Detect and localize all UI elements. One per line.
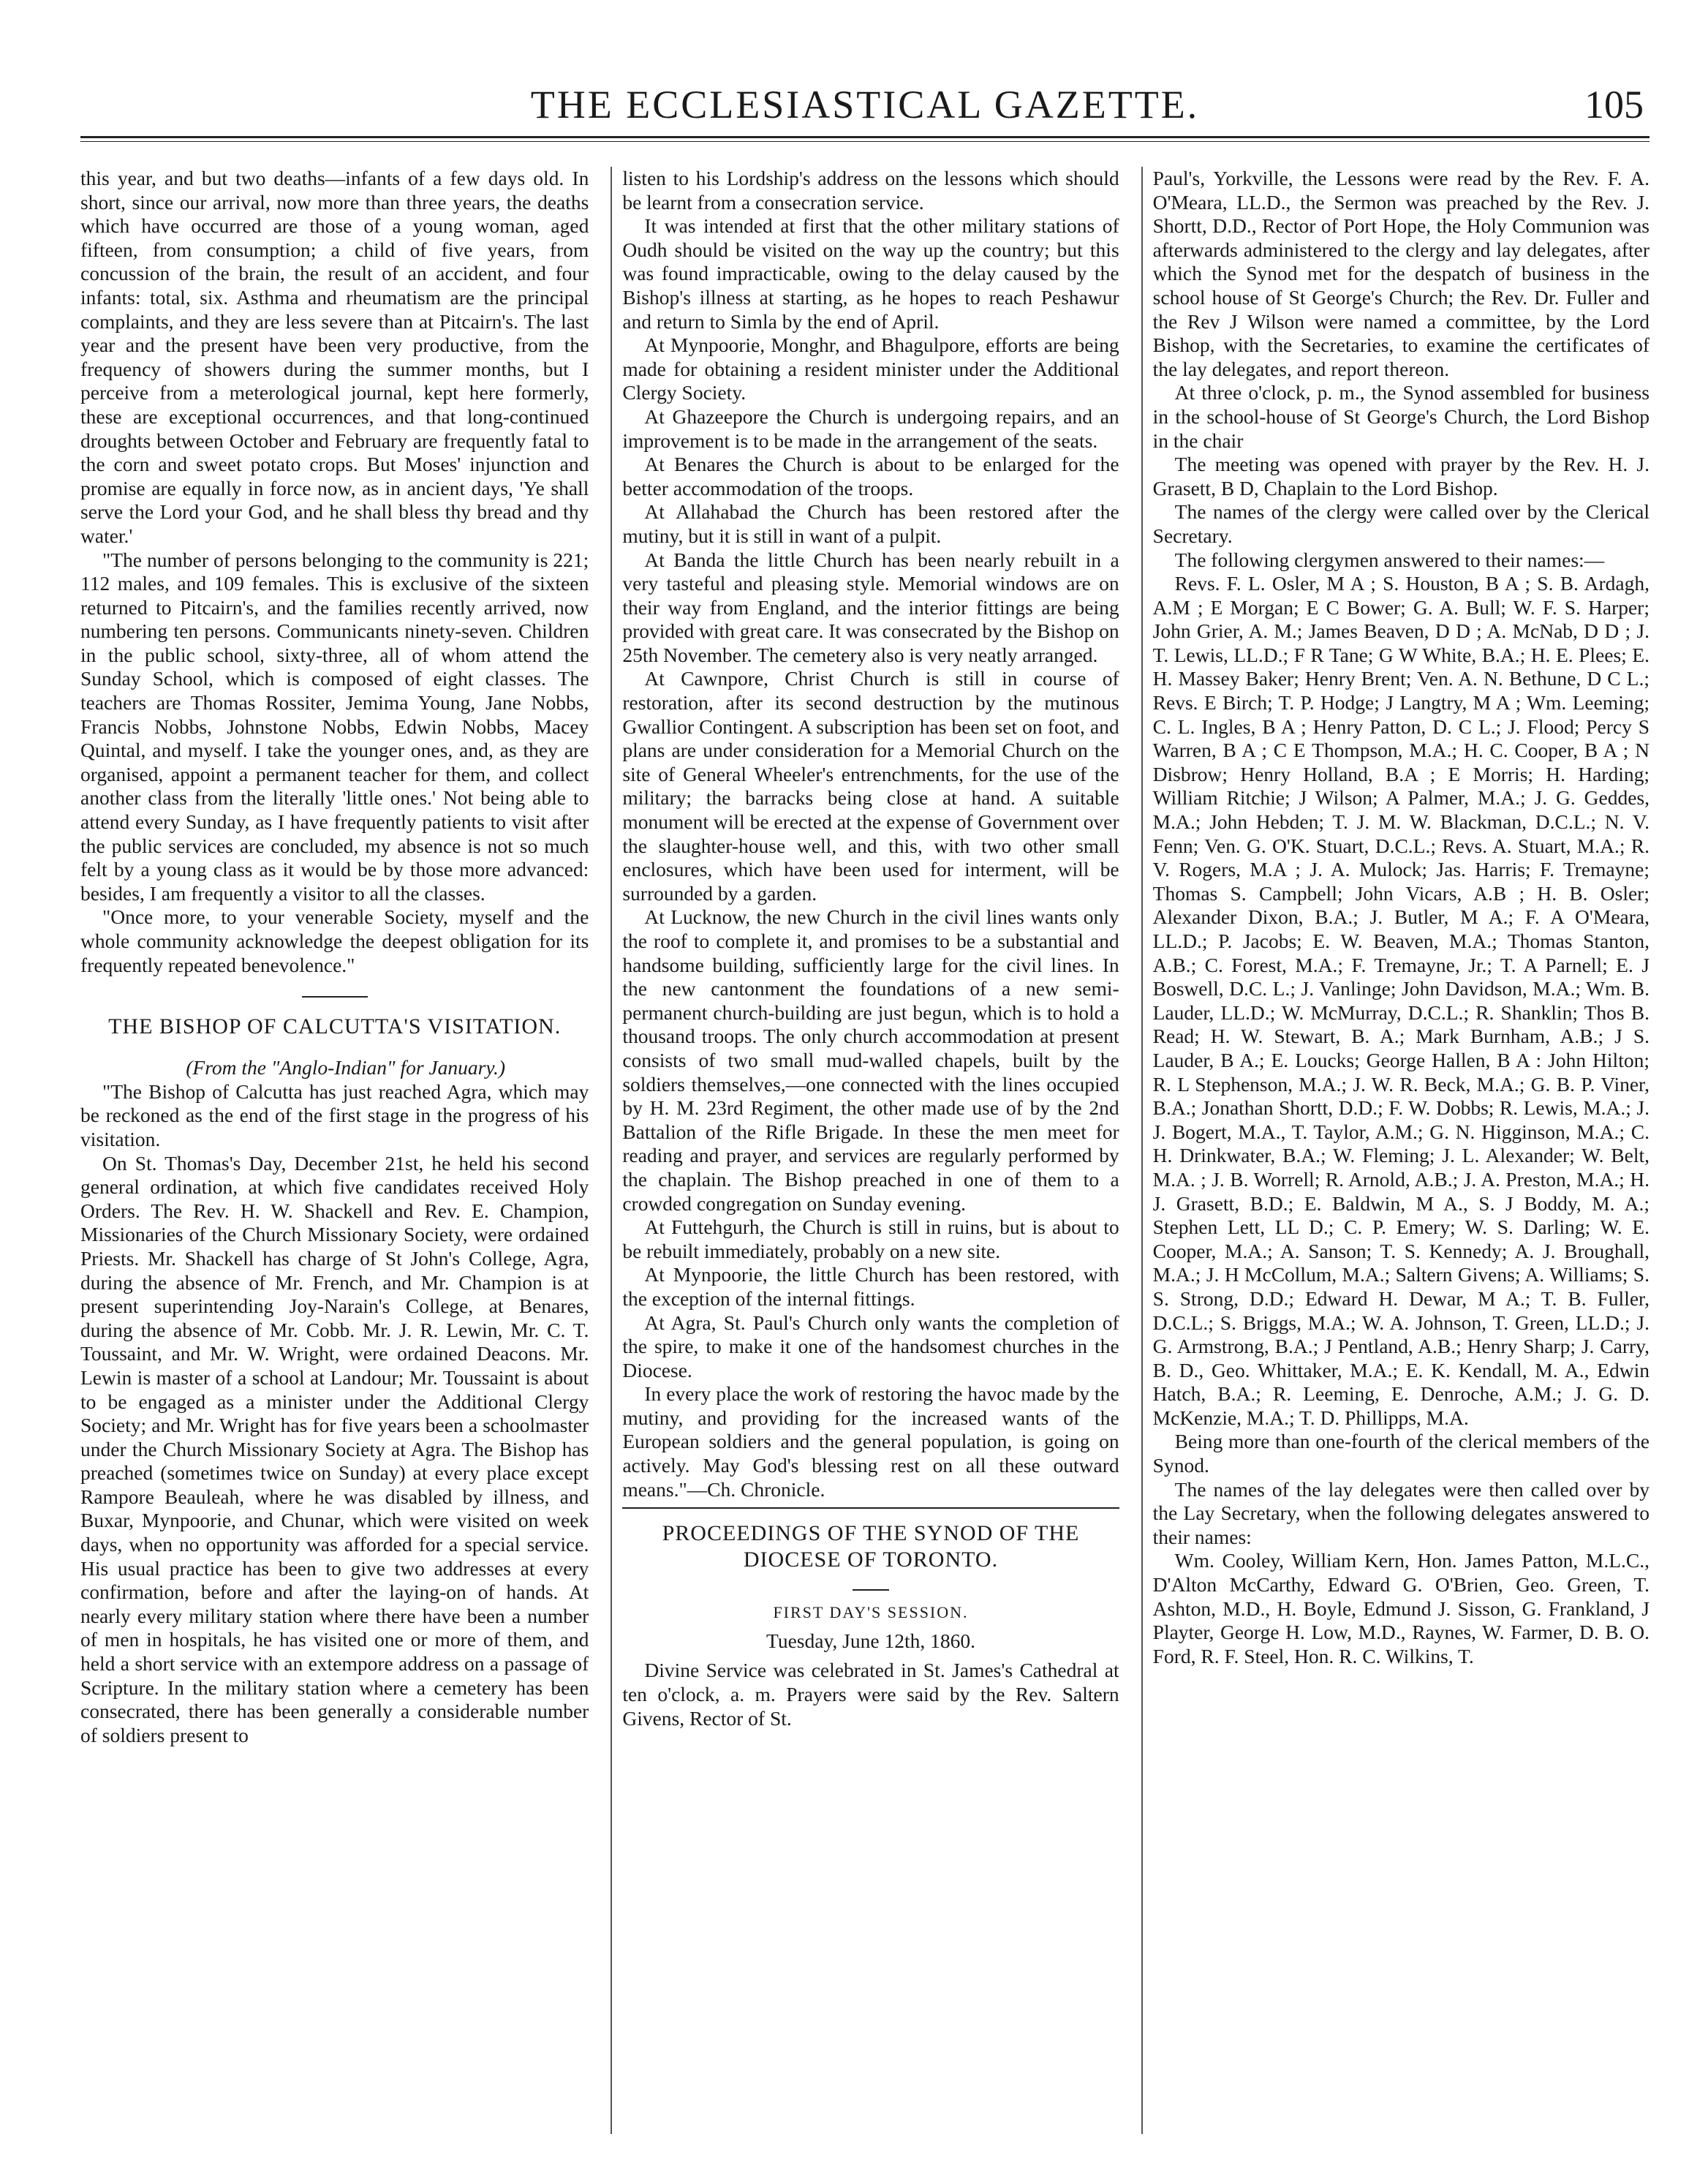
clergy-list: Revs. F. L. Osler, M A ; S. Houston, B A ; S. B. Ardagh, A.M ; E Morgan; E C Bower; G. A. Bull; W. F. S. Harper; John Grier, A. M.; James Beaven, D D ; A. McNab, D D ; J. T. Lewis, LL.D.; F R Tane; G W White, B.A.; H. E. Plees; E. H. Massey Baker; Henry Brent; Ven. A. N. Bethune, D C L.; Revs. E Birch; T. P. Hodge; J Langtry, M A ; Wm. Leeming; C. L. Ingles, B A ; Henry Patton, D. C L.; J. Flood; Percy S Warren, B A ; C E Thompson, M.A.; H. C. Cooper, B A ; N Disbrow; Henry Holland, B.A ; E Morris; H. Harding; William Ritchie; J Wilson; A Palmer, M.A.; J. G. Geddes, M.A.; John Hebden; T. J. M. W. Blackman, D.C.L.; N. V. Fenn; Ven. G. O'K. Stuart, D.C.L.; Revs. A. Stuart, M.A.; R. V. Rogers, M.A ; J. A. Mulock; Jas. Harris; F. Tremayne; Thomas S. Campbell; John Vicars, A.B ; H. B. Osler; Alexander Dixon, B.A.; J. Butler, M A.; F. A O'Meara, LL.D.; P. Jacobs; E. W. Beaven, M.A.; Thomas Stanton, A.B.; C. Forest, M.A.; F. Tremayne, Jr.; T. A Parnell; E. J Boswell, D.C. L.; J. Vanlinge; John Davidson, M.A.; Wm. B. Lauder, LL.D.; W. McMurray, D.C.L.; R. Shanklin; Thos B. Read; H. W. Stewart, B. A.; Mark Burnham, A.B.; J S. Lauder, B A.; E. Loucks; George Hallen, B A : John Hilton; R. L Stephenson, M.A.; J. W. R. Beck, M.A.; G. B. P. Viner, B.A.; Jonathan Shortt, D.D.; F. W. Dobbs; R. Lewis, M.A.; J. J. Bogert, M.A., T. Taylor, A.M.; G. N. Higginson, M.A.; C. H. Drinkwater, B.A.; W. Fleming; J. L. Alexander; W. Belt, M.A. ; J. B. Worrell; R. Arnold, A.B.; J. A. Preston, M.A.; H. J. Grasett, B.D.; E. Baldwin, M A., S. J Boddy, M. A.; Stephen Lett, LL D.; C. P. Emery; W. S. Darling; W. E. Cooper, M.A.; A. Sanson; T. S. Kennedy; A. J. Broughall, M.A.; J. H McCollum, M.A.; Saltern Givens; A. Williams; S. S. Strong, D.D.; Edward H. Dewar, M A.; T. B. Fuller, D.C.L.; S. Briggs, M.A.; W. A. Johnson, T. Green, LL.D.; J. G. Armstrong, B.A.; J Pentland, A.B.; Henry Sharp; J. Carry, B. D., Geo. Whittaker, M.A.; E. K. Kendall, M. A., Edwin Hatch, B.A.; R. Leeming, E. Denroche, A.M.; J. G. D. McKenzie, M.A.; T. D. Phillipps, M.A. — [1152, 572, 1650, 1429]
paragraph: Paul's, Yorkville, the Lessons were read by the Rev. F. A. O'Meara, LL.D., the Sermon was preached by the Rev. J. Shortt, D.D., Rector of Port Hope, the Holy Communion was afterwards administered to the clergy and lay delegates, after which the Synod met for the despatch of business in the school house of St George's Church; the Rev. Dr. Fuller and the Rev J Wilson were named a committee, by the Lord Bishop, with the Secretaries, to examine the certificates of the lay delegates, and report thereon. — [1152, 167, 1650, 380]
paragraph: On St. Thomas's Day, December 21st, he held his second general ordination, at which five candidates received Holy Orders. The Rev. H. W. Shackell and Rev. E. Champion, Missionaries of the Church Missionary Society, were ordained Priests. Mr. Shackell has charge of St John's College, Agra, during the absence of Mr. French, and Mr. Champion is at present superintending Joy-Narain's College, at Benares, during the absence of Mr. Cobb. Mr. J. R. Lewin, Mr. C. T. Toussaint, and Mr. W. Wright, were ordained Deacons. Mr. Lewin is master of a school at Landour; Mr. Toussaint is about to be engaged as a minister under the Additional Clergy Society; and Mr. Wright has for five years been a schoolmaster under the Church Missionary Society at Agra. The Bishop has preached (sometimes twice on Sunday) at every place except Rampore Beauleah, where he was disabled by illness, and Buxar, Mynpoorie, and Chunar, which were visited on week days, when no opportunity was afforded for a special service. His usual practice has been to give two addresses at every confirmation, before and after the laying-on of hands. At nearly every military station where there have been a number of men in hospitals, he has visited one or more of them, and held a short service with an extempore address on a passage of Scripture. In the military station where a cemetery has been consecrated, there has been generally a considerable number of soldiers present to — [80, 1151, 589, 1746]
column-3 — [1141, 167, 1650, 2134]
paragraph: "The number of persons belonging to the community is 221; 112 males, and 109 females. This is exclusive of the sixteen returned to Pitcairn's, and the families recently arrived, now numbering ten persons. Communicants ninety-seven. Children in the public school, sixty-three, all of whom attend the Sunday School, which is composed of eight classes. The teachers are Thomas Rossiter, Jemima Young, Jane Nobbs, Francis Nobbs, Johnstone Nobbs, Edwin Nobbs, Macey Quintal, and myself. I take the younger ones, and, as they are organised, appoint a permanent teacher for them, and collect another class from the literally 'little ones.' Not being able to attend every Sunday, as I have frequently patients to visit after the public services are concluded, my absence is not so much felt by a young class as it would be by those more advanced: besides, I am frequently a visitor to all the classes. — [80, 548, 589, 905]
session-date: Tuesday, June 12th, 1860. — [766, 1629, 975, 1652]
paragraph: In every place the work of restoring the havoc made by the mutiny, and providing for the increased wants of the European soldiers and the general population, is going on actively. May God's blessing rest on all these outward means."—Ch. Chronicle. — [622, 1382, 1119, 1501]
masthead — [80, 80, 1650, 127]
header-rule — [80, 136, 1650, 138]
paragraph: The meeting was opened with prayer by the Rev. H. J. Grasett, B D, Chaplain to the Lord Bishop. — [1152, 453, 1650, 500]
paragraph: It was intended at first that the other military stations of Oudh should be visited on the way up the country; but this was found impracticable, owing to the delay caused by the Bishop's illness at starting, as he hopes to reach Peshawur and return to Simla by the end of April. — [622, 214, 1119, 333]
section-divider — [302, 996, 368, 998]
paragraph: The following clergymen answered to their names:— — [1174, 548, 1605, 571]
paragraph: The names of the lay delegates were then called over by the Lay Secretary, when the following delegates answered to their names: — [1152, 1477, 1650, 1548]
paragraph: At Benares the Church is about to be enlarged for the better accommodation of the troops. — [622, 453, 1119, 500]
paragraph: At Lucknow, the new Church in the civil lines wants only the roof to complete it, and promises to be a substantial and handsome building, sufficiently large for the civil lines. In the new cantonment the foundations of a new semi-permanent church-building are just begun, which is to hold a thousand troops. The only church accommodation at present consists of two small mud-walled chapels, built by the soldiers themselves,—one connected with the lines occupied by H. M. 23rd Regiment, the other made use of by the 2nd Battalion of the Rifle Brigade. In these the men meet for reading and prayer, and services are regularly performed by the chaplain. The Bishop preached in one of them to a crowded congregation on Sunday evening. — [622, 905, 1119, 1215]
paragraph: At Agra, St. Paul's Church only wants the completion of the spire, to make it one of the handsomest churches in the Diocese. — [622, 1311, 1119, 1381]
column-2 — [611, 167, 1119, 2134]
paragraph: At three o'clock, p. m., the Synod assembled for business in the school-house of St George's Church, the Lord Bishop in the chair — [1152, 381, 1650, 452]
paragraph: "Once more, to your venerable Society, myself and the whole community acknowledge the deepest obligation for its frequently repeated benevolence." — [80, 905, 589, 976]
article-source: (From the "Anglo-Indian" for January.) — [186, 1056, 506, 1079]
header-rule-thin — [80, 141, 1650, 142]
paragraph: Divine Service was celebrated in St. James's Cathedral at ten o'clock, a. m. Prayers were said by the Rev. Saltern Givens, Rector of St. — [622, 1659, 1119, 1730]
column-1 — [80, 167, 589, 2134]
paragraph: At Futtehgurh, the Church is still in ruins, but is about to be rebuilt immediately, probably on a new site. — [622, 1215, 1119, 1262]
article-columns — [80, 167, 1650, 2134]
paragraph: At Mynpoorie, Monghr, and Bhagulpore, efforts are being made for obtaining a resident minister under the Additional Clergy Society. — [622, 333, 1119, 404]
paragraph: listen to his Lordship's address on the lessons which should be learnt from a consecration service. — [622, 167, 1119, 214]
paragraph: At Allahabad the Church has been restored after the mutiny, but it is still in want of a pulpit. — [622, 500, 1119, 547]
paragraph: At Banda the little Church has been nearly rebuilt in a very tasteful and pleasing style. Memorial windows are on their way from England, and the interior fittings are being provided with great care. It was consecrated by the Bishop on 25th November. The cemetery also is very neatly arranged. — [622, 548, 1119, 666]
paragraph: At Cawnpore, Christ Church is still in course of restoration, after its second destruction by the mutinous Gwallior Contingent. A subscription has been set on foot, and plans are under consideration for a Memorial Church on the site of General Wheeler's entrenchments, for the use of the military; the barracks being close at hand. A suitable monument will be erected at the expense of Government over the slaughter-house well, and this, with two other small enclosures, which have been used for interment, will be surrounded by a garden. — [622, 667, 1119, 905]
session-heading: FIRST DAY'S SESSION. — [773, 1603, 969, 1622]
article-heading: THE BISHOP OF CALCUTTA'S VISITATION. — [108, 1014, 562, 1039]
paragraph: At Ghazeepore the Church is undergoing repairs, and an improvement is to be made in the arrangement of the seats. — [622, 404, 1119, 452]
page-number: 105 — [1584, 83, 1644, 127]
heading-divider — [853, 1589, 889, 1591]
paragraph: The names of the clergy were called over by the Clerical Secretary. — [1152, 500, 1650, 547]
synod-heading: PROCEEDINGS OF THE SYNOD OF THE DIOCESE OF TORONTO. — [622, 1507, 1119, 1573]
paragraph: "The Bishop of Calcutta has just reached Agra, which may be reckoned as the end of the first stage in the progress of his visitation. — [80, 1079, 589, 1150]
lay-delegates-list: Wm. Cooley, William Kern, Hon. James Patton, M.L.C., D'Alton McCarthy, Edward G. O'Brien, Geo. Green, T. Ashton, M.D., H. Boyle, Edmund J. Sisson, G. Frankland, J Playter, George H. Low, M.D., Raynes, W. Farmer, D. B. O. Ford, R. F. Steel, Hon. R. C. Wilkins, T. — [1152, 1549, 1650, 1667]
gazette-title: THE ECCLESIASTICAL GAZETTE. — [530, 83, 1200, 127]
paragraph: Being more than one-fourth of the clerical members of the Synod. — [1152, 1430, 1650, 1477]
paragraph: At Mynpoorie, the little Church has been restored, with the exception of the internal fittings. — [622, 1263, 1119, 1310]
paragraph: this year, and but two deaths—infants of a few days old. In short, since our arrival, now more than three years, the deaths which have occurred are those of a young woman, aged fifteen, from consumption; a child of five years, from concussion of the brain, the result of an accident, and four infants: total, six. Asthma and rheumatism are the principal complaints, and they are less severe than at Pitcairn's. The last year and the present have been very productive, from the frequency of showers during the summer months, but I perceive from a meterological journal, kept here formerly, these are exceptional occurrences, and that long-continued droughts between October and February are frequently fatal to the corn and sweet potato crops. But Moses' injunction and promise are equally in force now, as in ancient days, 'Ye shall serve the Lord your God, and he shall bless thy bread and thy water.' — [80, 167, 589, 547]
